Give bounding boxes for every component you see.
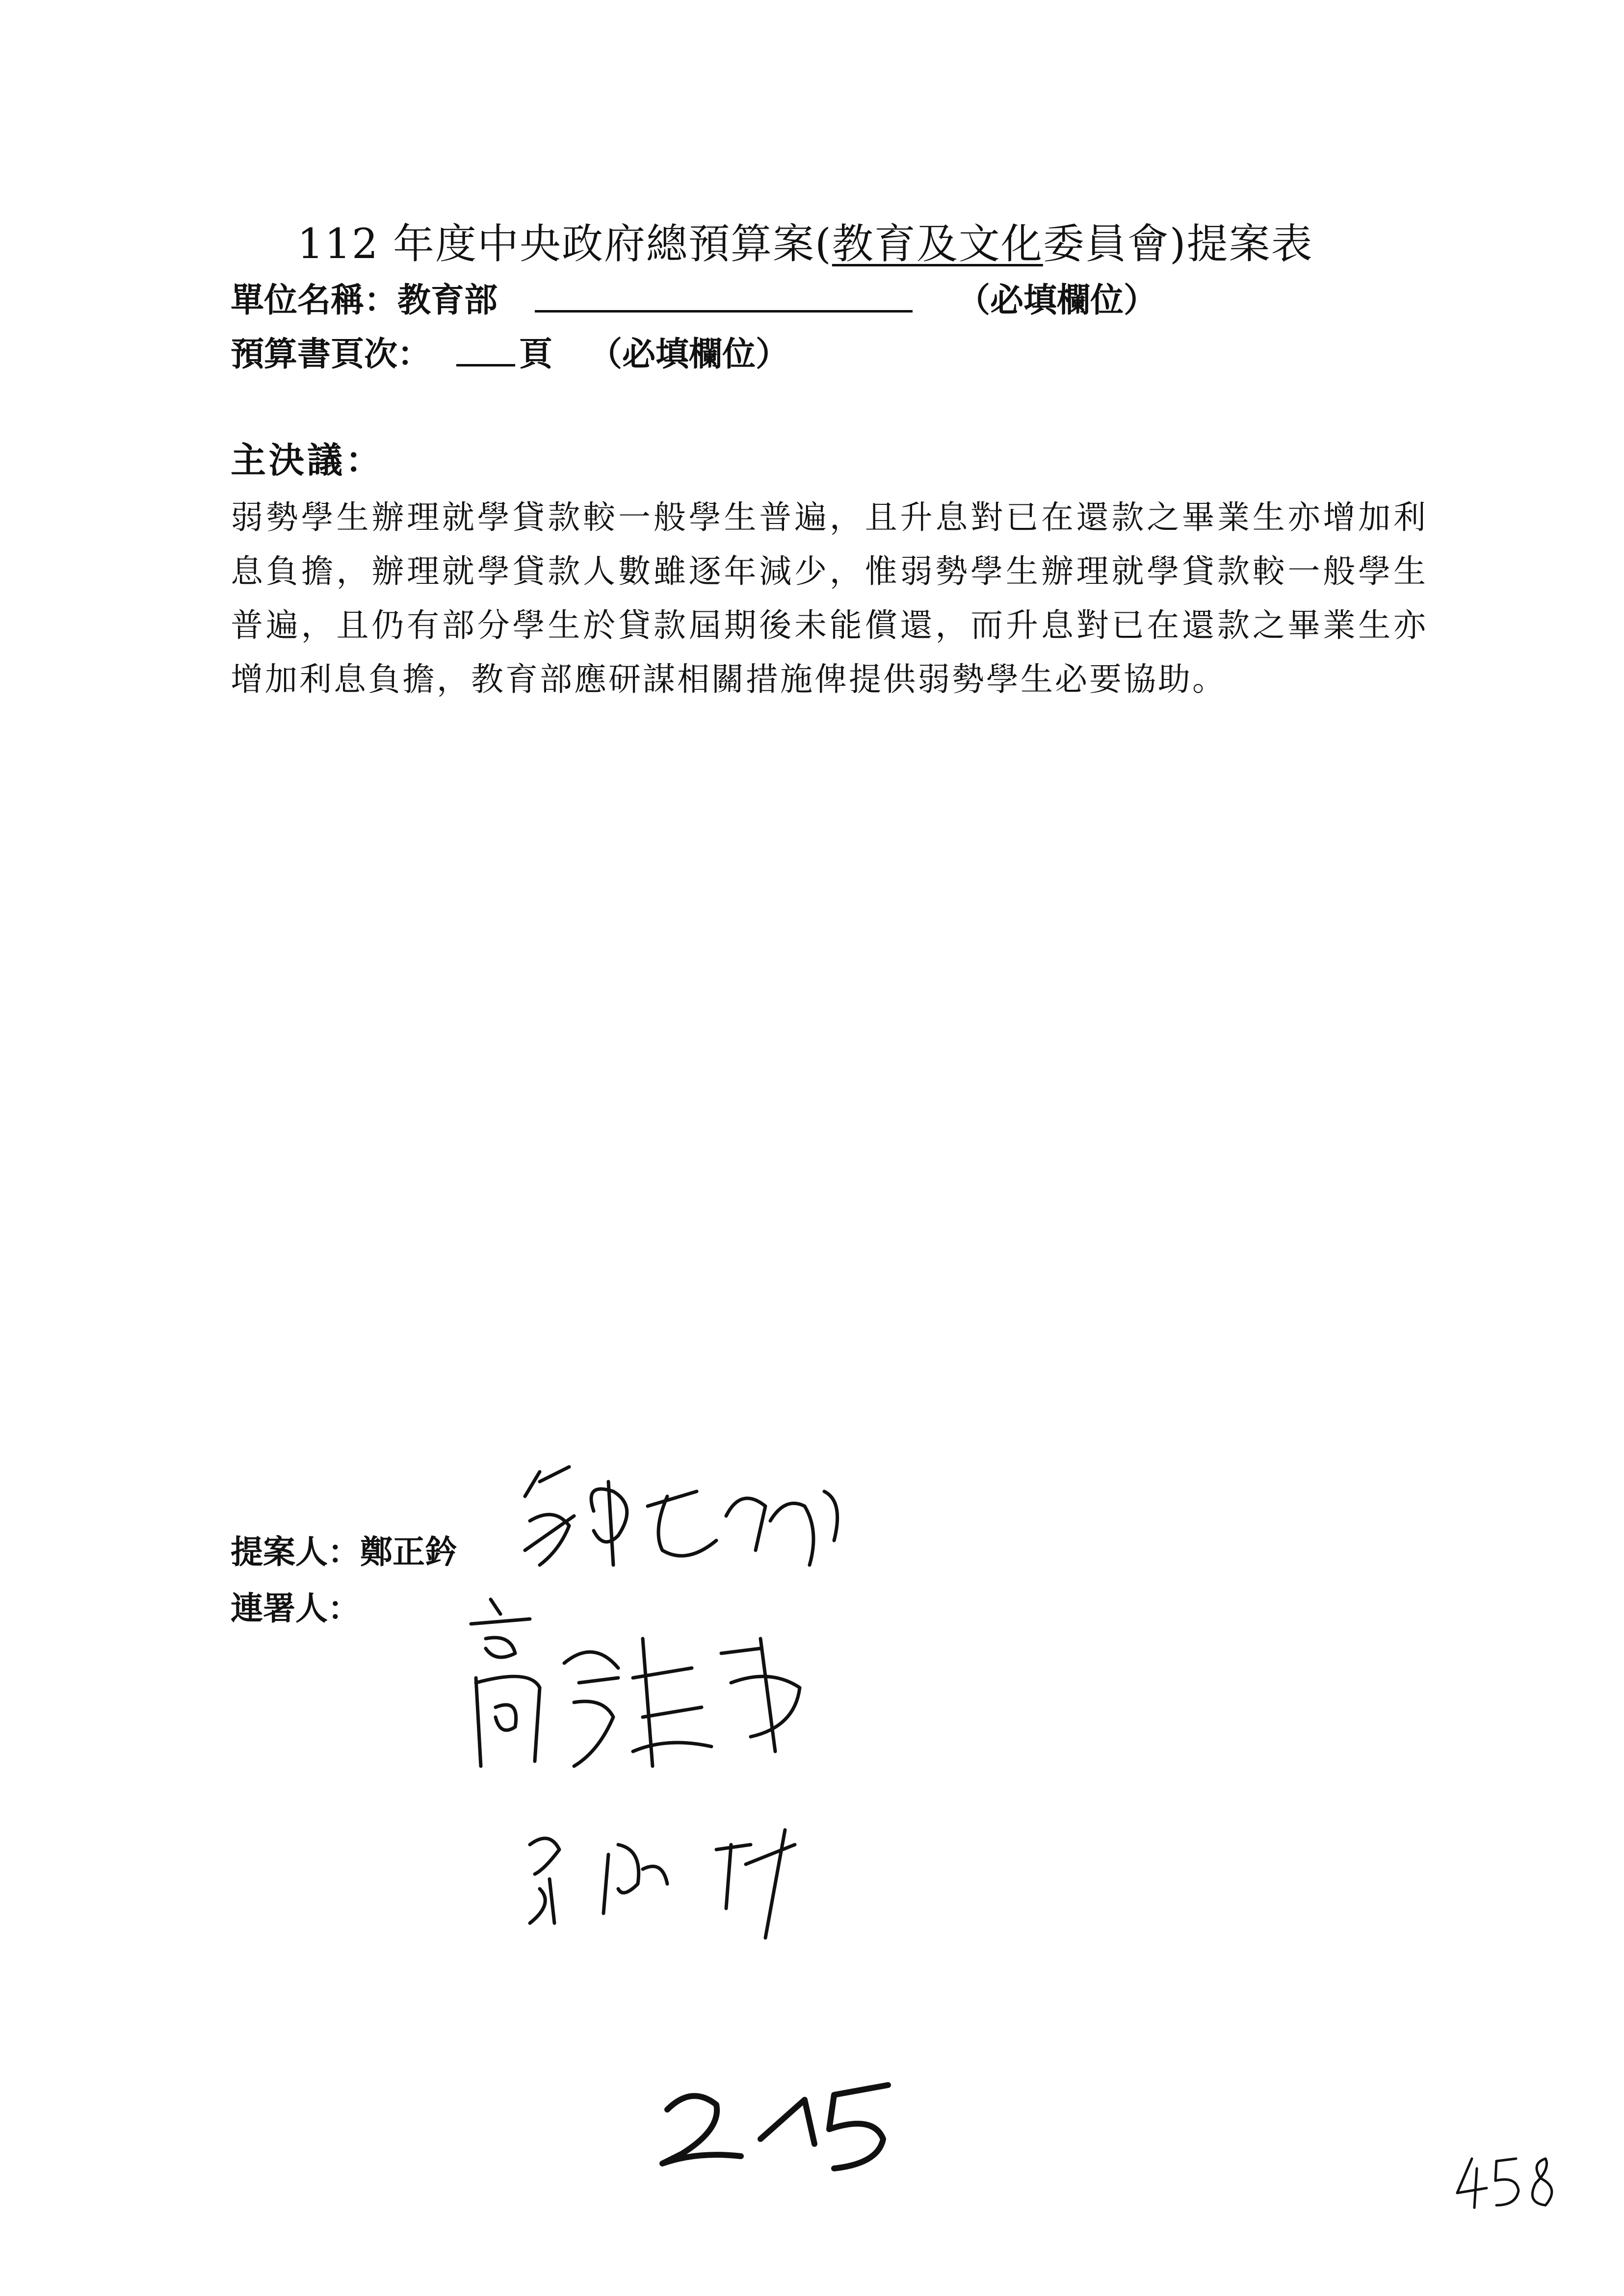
handwritten-page-number <box>648 2065 903 2178</box>
handwritten-corner-number <box>1447 2149 1570 2222</box>
unit-name-row <box>231 274 498 321</box>
unit-required-note: （必填欄位） <box>957 281 1157 320</box>
main-resolution-text: 弱勢學生辦理就學貸款較一般學生普遍，且升息對已在還款之畢業生亦增加利息負擔，辦理就學貸款人數雖逐年減少，惟弱勢學生辦理就學貸款較一般學生普遍，且仍有部分學生於貸款屆期後未能償還，而升息對已在還款之畢業生亦增加利息負擔，教育部應研謀相關措施俾提供弱勢學生必要協助。 <box>231 498 1428 698</box>
form-title: 112 年度中央政府總預算案(教育及文化委員會)提案表 <box>297 220 1313 268</box>
cosigner-signature-2 <box>520 1815 844 1943</box>
budget-page-row <box>231 328 431 375</box>
cosigner-signature-1 <box>456 1590 839 1796</box>
unit-name-label: 單位名稱：教育部 <box>231 281 498 320</box>
unit-name-blank-line <box>535 310 913 313</box>
budget-page-blank-line <box>456 364 515 366</box>
main-resolution-heading: 主決議： <box>231 440 384 481</box>
budget-page-unit: 頁 <box>519 335 553 374</box>
proposer-label: 提案人：鄭正鈐 <box>231 1533 457 1571</box>
committee-name: 教育及文化 <box>832 220 1043 268</box>
budget-page-required-note: （必填欄位） <box>589 335 789 374</box>
budget-page-label: 預算書頁次： <box>231 335 431 374</box>
cosigner-label: 連署人： <box>231 1590 360 1627</box>
proposer-signature <box>510 1452 883 1599</box>
